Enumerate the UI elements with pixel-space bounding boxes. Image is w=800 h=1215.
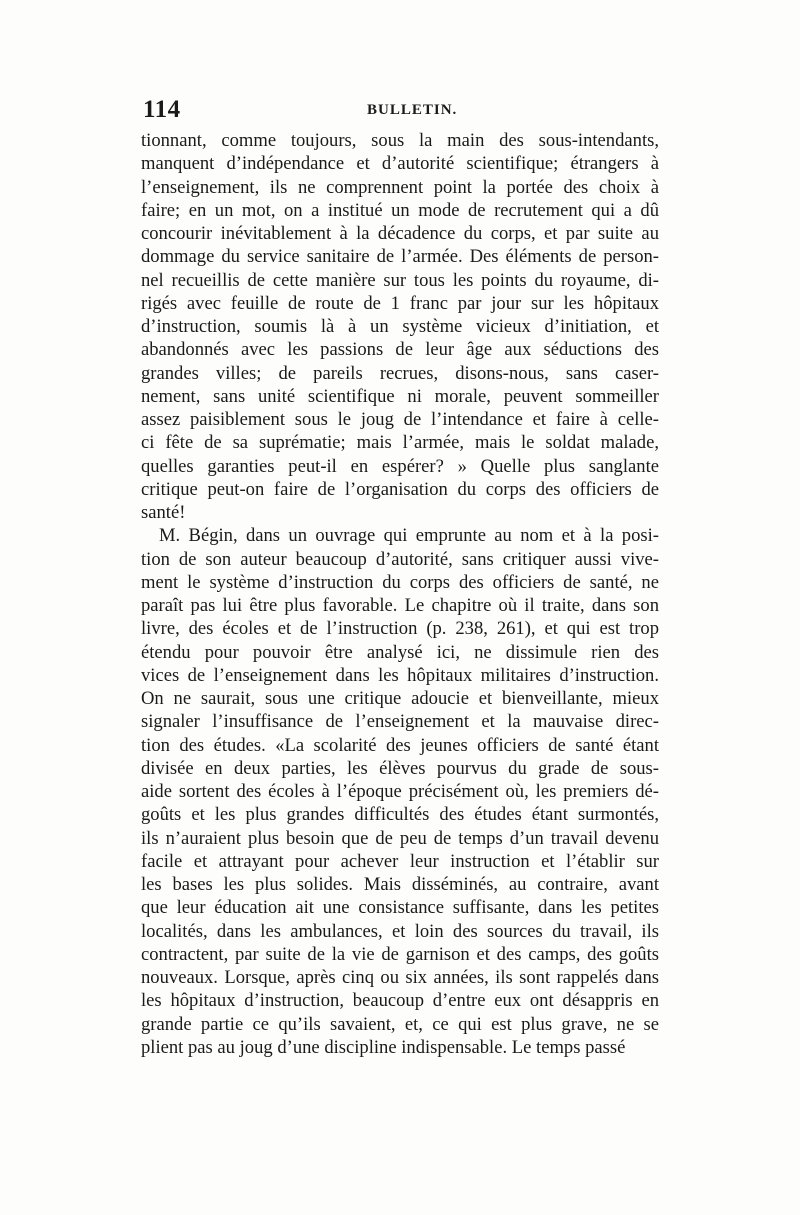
text-line: contractent, par suite de la vie de garnison et des camps, des goûts: [141, 943, 659, 965]
text-line: l’enseignement, ils ne comprennent point la portée des choix à: [141, 176, 659, 198]
text-line: dommage du service sanitaire de l’armée. Des éléments de person-: [141, 246, 659, 268]
text-line: nel recueillis de cette manière sur tous les points du royaume, di-: [141, 269, 659, 291]
text-line: divisée en deux parties, les élèves pourvus du grade de sous-: [141, 757, 659, 779]
text-line: vices de l’enseignement dans les hôpitaux militaires d’instruction.: [141, 664, 659, 686]
running-title: BULLETIN.: [367, 102, 458, 118]
text-line: critique peut-on faire de l’organisation du corps des officiers de: [141, 478, 659, 500]
text-line: signaler l’insuffisance de l’enseignement et la mauvaise direc-: [141, 711, 659, 733]
text-line: abandonnés avec les passions de leur âge aux séductions des: [141, 339, 659, 361]
text-line: concourir inévitablement à la décadence du corps, et par suite au: [141, 223, 659, 244]
text-line: manquent d’indépendance et d’autorité scientifique; étrangers à: [141, 153, 659, 175]
text-line: assez paisiblement sous le joug de l’intendance et faire à celle-: [141, 409, 659, 430]
paragraph-end-line: santé!: [141, 502, 186, 523]
text-line: tionnant, comme toujours, sous la main des sous-intendants,: [141, 130, 659, 151]
text-line: localités, dans les ambulances, et loin des sources du travail, ils: [141, 920, 659, 942]
text-line: plient pas au joug d’une discipline indispensable. Le temps passé: [141, 1036, 626, 1058]
text-line: paraît pas lui être plus favorable. Le chapitre où il traite, dans son: [141, 595, 659, 616]
text-line: les bases les plus solides. Mais disséminés, au contraire, avant: [141, 874, 659, 895]
text-line: d’instruction, soumis là à un système vicieux d’initiation, et: [141, 316, 659, 337]
text-line: grandes villes; de pareils recrues, disons-nous, sans caser-: [141, 362, 659, 384]
text-line: ment le système d’instruction du corps des officiers de santé, ne: [141, 571, 659, 593]
text-line: livre, des écoles et de l’instruction (p. 238, 261), et qui est trop: [141, 618, 659, 640]
text-line: tion des études. «La scolarité des jeunes officiers de santé étant: [141, 734, 659, 756]
text-line: quelles garanties peut-il en espérer? » Quelle plus sanglante: [141, 455, 659, 477]
text-line: grande partie ce qu’ils savaient, et, ce qui est plus grave, ne se: [141, 1013, 659, 1035]
text-line: faire; en un mot, on a institué un mode de recrutement qui a dû: [141, 199, 659, 221]
text-line: rigés avec feuille de route de 1 franc par jour sur les hôpitaux: [141, 292, 659, 314]
text-line: On ne saurait, sous une critique adoucie et bienveillante, mieux: [141, 688, 659, 709]
text-line: aide sortent des écoles à l’époque précisément où, les premiers dé-: [141, 781, 659, 802]
paragraph-start-line: M. Bégin, dans un ouvrage qui emprunte au nom et à la posi-: [159, 525, 659, 547]
text-line: goûts et les plus grandes difficultés des études étant surmontés,: [141, 804, 659, 826]
text-line: ci fête de sa suprématie; mais l’armée, mais le soldat malade,: [141, 432, 659, 454]
running-head: [143, 96, 663, 126]
text-line: que leur éducation ait une consistance suffisante, dans les petites: [141, 897, 659, 919]
text-line: nement, sans unité scientifique ni morale, peuvent sommeiller: [141, 385, 659, 407]
text-line: tion de son auteur beaucoup d’autorité, sans critiquer aussi vive-: [141, 548, 659, 570]
text-line: ils n’auraient plus besoin que de peu de temps d’un travail devenu: [141, 827, 659, 849]
text-line: étendu pour pouvoir être analysé ici, ne dissimule rien des: [141, 641, 659, 663]
body-text: [141, 129, 659, 1059]
text-line: facile et attrayant pour achever leur instruction et l’établir sur: [141, 850, 659, 872]
text-line: nouveaux. Lorsque, après cinq ou six années, ils sont rappelés dans: [141, 967, 659, 988]
text-line: les hôpitaux d’instruction, beaucoup d’entre eux ont désappris en: [141, 990, 659, 1012]
page-number: 114: [143, 96, 181, 123]
